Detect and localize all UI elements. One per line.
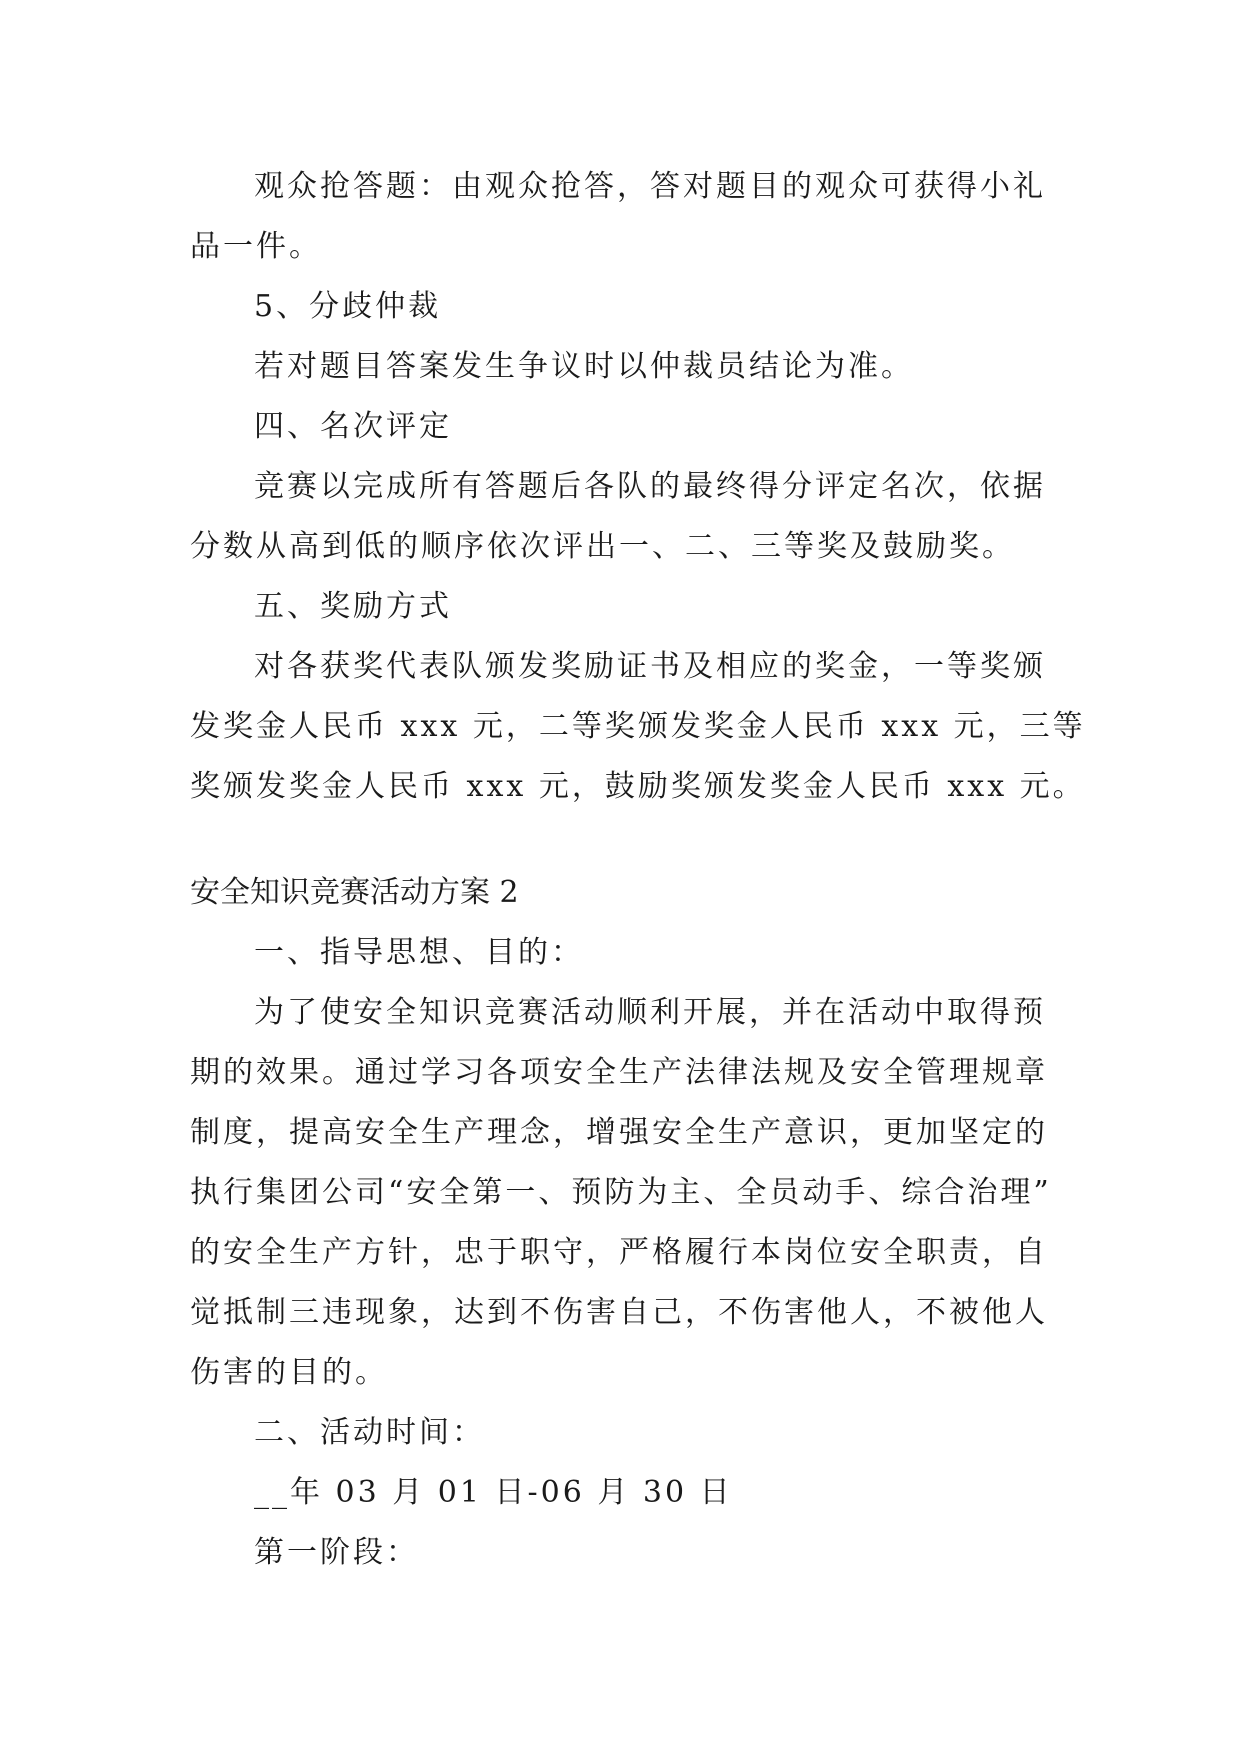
text-line: 分数从高到低的顺序依次评出一、二、三等奖及鼓励奖。 bbox=[190, 529, 1015, 564]
text-line: 期的效果。通过学习各项安全生产法律法规及安全管理规章 bbox=[190, 1055, 1048, 1090]
text-line: 制度，提高安全生产理念，增强安全生产意识，更加坚定的 bbox=[190, 1115, 1048, 1150]
text-line: __年 03 月 01 日-06 月 30 日 bbox=[254, 1475, 733, 1510]
text-line: 竞赛以完成所有答题后各队的最终得分评定名次，依据 bbox=[254, 469, 1046, 504]
text-line: 的安全生产方针，忠于职守，严格履行本岗位安全职责，自 bbox=[190, 1235, 1048, 1270]
text-line: 二、活动时间： bbox=[254, 1415, 485, 1450]
text-line: 伤害的目的。 bbox=[190, 1355, 388, 1390]
text-line: 发奖金人民币 xxx 元，二等奖颁发奖金人民币 xxx 元，三等 bbox=[190, 709, 1086, 744]
text-line: 执行集团公司“安全第一、预防为主、全员动手、综合治理” bbox=[190, 1175, 1052, 1210]
text-line: 对各获奖代表队颁发奖励证书及相应的奖金，一等奖颁 bbox=[254, 649, 1046, 684]
text-line: 5、分歧仲裁 bbox=[254, 289, 442, 324]
section-title: 安全知识竞赛活动方案 2 bbox=[190, 875, 519, 910]
document-body bbox=[190, 157, 1086, 1583]
text-line: 观众抢答题：由观众抢答，答对题目的观众可获得小礼 bbox=[254, 169, 1046, 204]
text-line: 觉抵制三违现象，达到不伤害自己，不伤害他人，不被他人 bbox=[190, 1295, 1048, 1330]
text-line: 为了使安全知识竞赛活动顺利开展，并在活动中取得预 bbox=[254, 995, 1046, 1030]
text-line: 奖颁发奖金人民币 xxx 元，鼓励奖颁发奖金人民币 xxx 元。 bbox=[190, 769, 1086, 804]
text-line: 四、名次评定 bbox=[254, 409, 452, 444]
paragraph-group-1 bbox=[190, 157, 1086, 817]
section-gap bbox=[190, 817, 1070, 863]
text-line: 若对题目答案发生争议时以仲裁员结论为准。 bbox=[254, 349, 914, 384]
text-line: 五、奖励方式 bbox=[254, 589, 452, 624]
text-line: 品一件。 bbox=[190, 229, 322, 264]
paragraph-group-2 bbox=[190, 923, 1070, 1583]
text-line: 第一阶段： bbox=[254, 1535, 419, 1570]
text-line: 一、指导思想、目的： bbox=[254, 935, 584, 970]
